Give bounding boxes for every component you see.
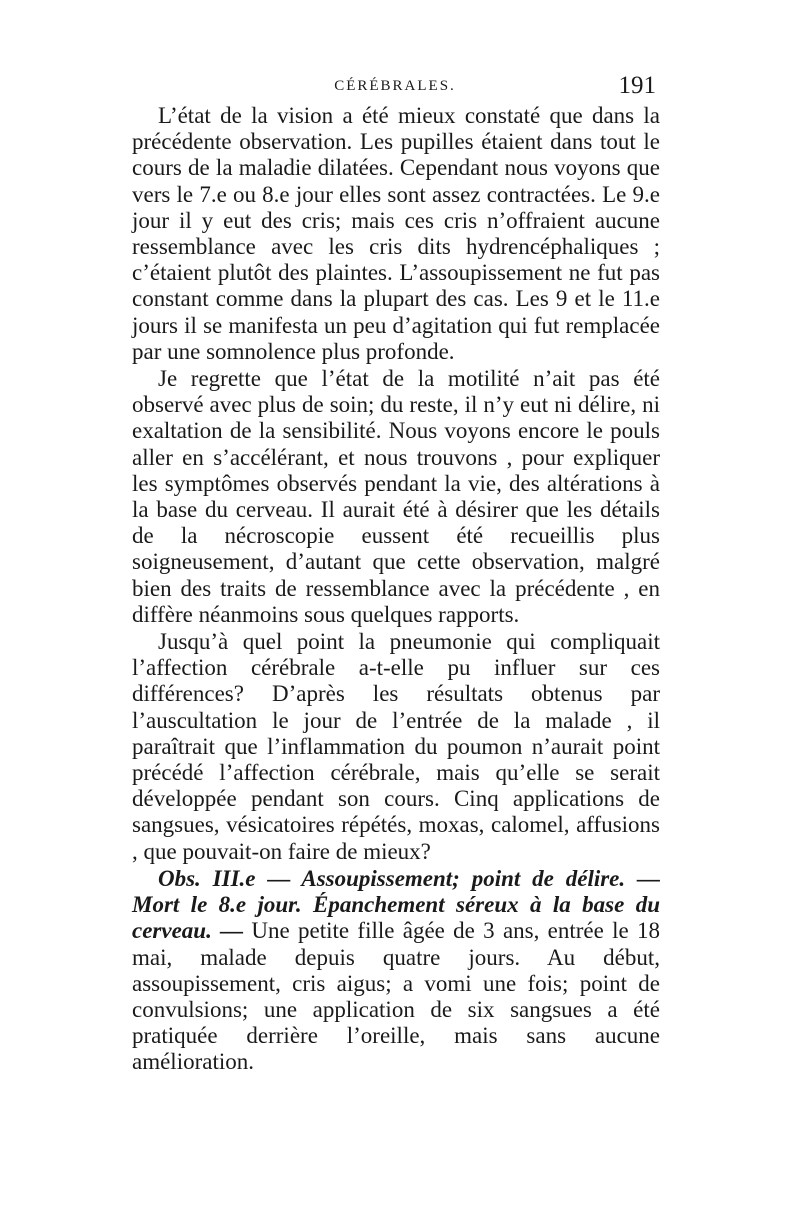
observation-paragraph	[132, 866, 660, 1076]
page-header	[132, 72, 658, 106]
paragraph-pneumonie: Jusqu’à quel point la pneumonie qui compliquait l’affection cérébrale a-t-elle pu influer sur ces différences? D’après les résultats obtenus par l’auscultation le jour de l’entrée de la malade , il paraîtrait que l’inflammation du poumon n’aurait point précédé l’affection cérébrale, mais qu’elle se serait développée pendant son cours. Cinq applications de sangsues, vésicatoires répétés, moxas, calomel, affusions , que pouvait-on faire de mieux?	[132, 629, 660, 864]
paragraph-vision: L’état de la vision a été mieux constaté que dans la précédente observation. Les pupilles étaient dans tout le cours de la maladie dilatées. Cependant nous voyons que vers le 7.e ou 8.e jour elles sont assez contractées. Le 9.e jour il y eut des cris; mais ces cris n’offraient aucune ressemblance avec les cris dits hydrencéphaliques ; c’étaient plutôt des plaintes. L’assoupissement ne fut pas constant comme dans la plupart des cas. Les 9 et le 11.e jours il se manifesta un peu d’agitation qui fut remplacée par une somnolence plus profonde.	[132, 103, 660, 364]
body-text	[132, 103, 660, 1077]
observation-text: Une petite fille âgée de 3 ans, entrée le 18 mai, malade depuis quatre jours. Au début, assoupissement, cris aigus; a vomi une fois; point de convulsions; une application de six sangsues a été pratiquée derrière l’oreille, mais sans aucune amélioration.	[132, 918, 660, 1075]
observation-heading: Obs. III.e — Assoupissement; point de délire. — Mort le 8.e jour. Épanchement séreux à la base du cerveau. —	[132, 865, 660, 944]
page-number: 191	[618, 72, 656, 99]
running-head: CÉRÉBRALES.	[334, 78, 456, 94]
paragraph-motilite: Je regrette que l’état de la motilité n’ait pas été observé avec plus de soin; du reste, il n’y eut ni délire, ni exaltation de la sensibilité. Nous voyons encore le pouls aller en s’accélérant, et nous trouvons , pour expliquer les symptômes observés pendant la vie, des altérations à la base du cerveau. Il aurait été à désirer que les détails de la nécroscopie eussent été recueillis plus soigneusement, d’autant que cette observation, malgré bien des traits de ressemblance avec la précédente , en diffère néanmoins sous quelques rapports.	[132, 366, 660, 627]
